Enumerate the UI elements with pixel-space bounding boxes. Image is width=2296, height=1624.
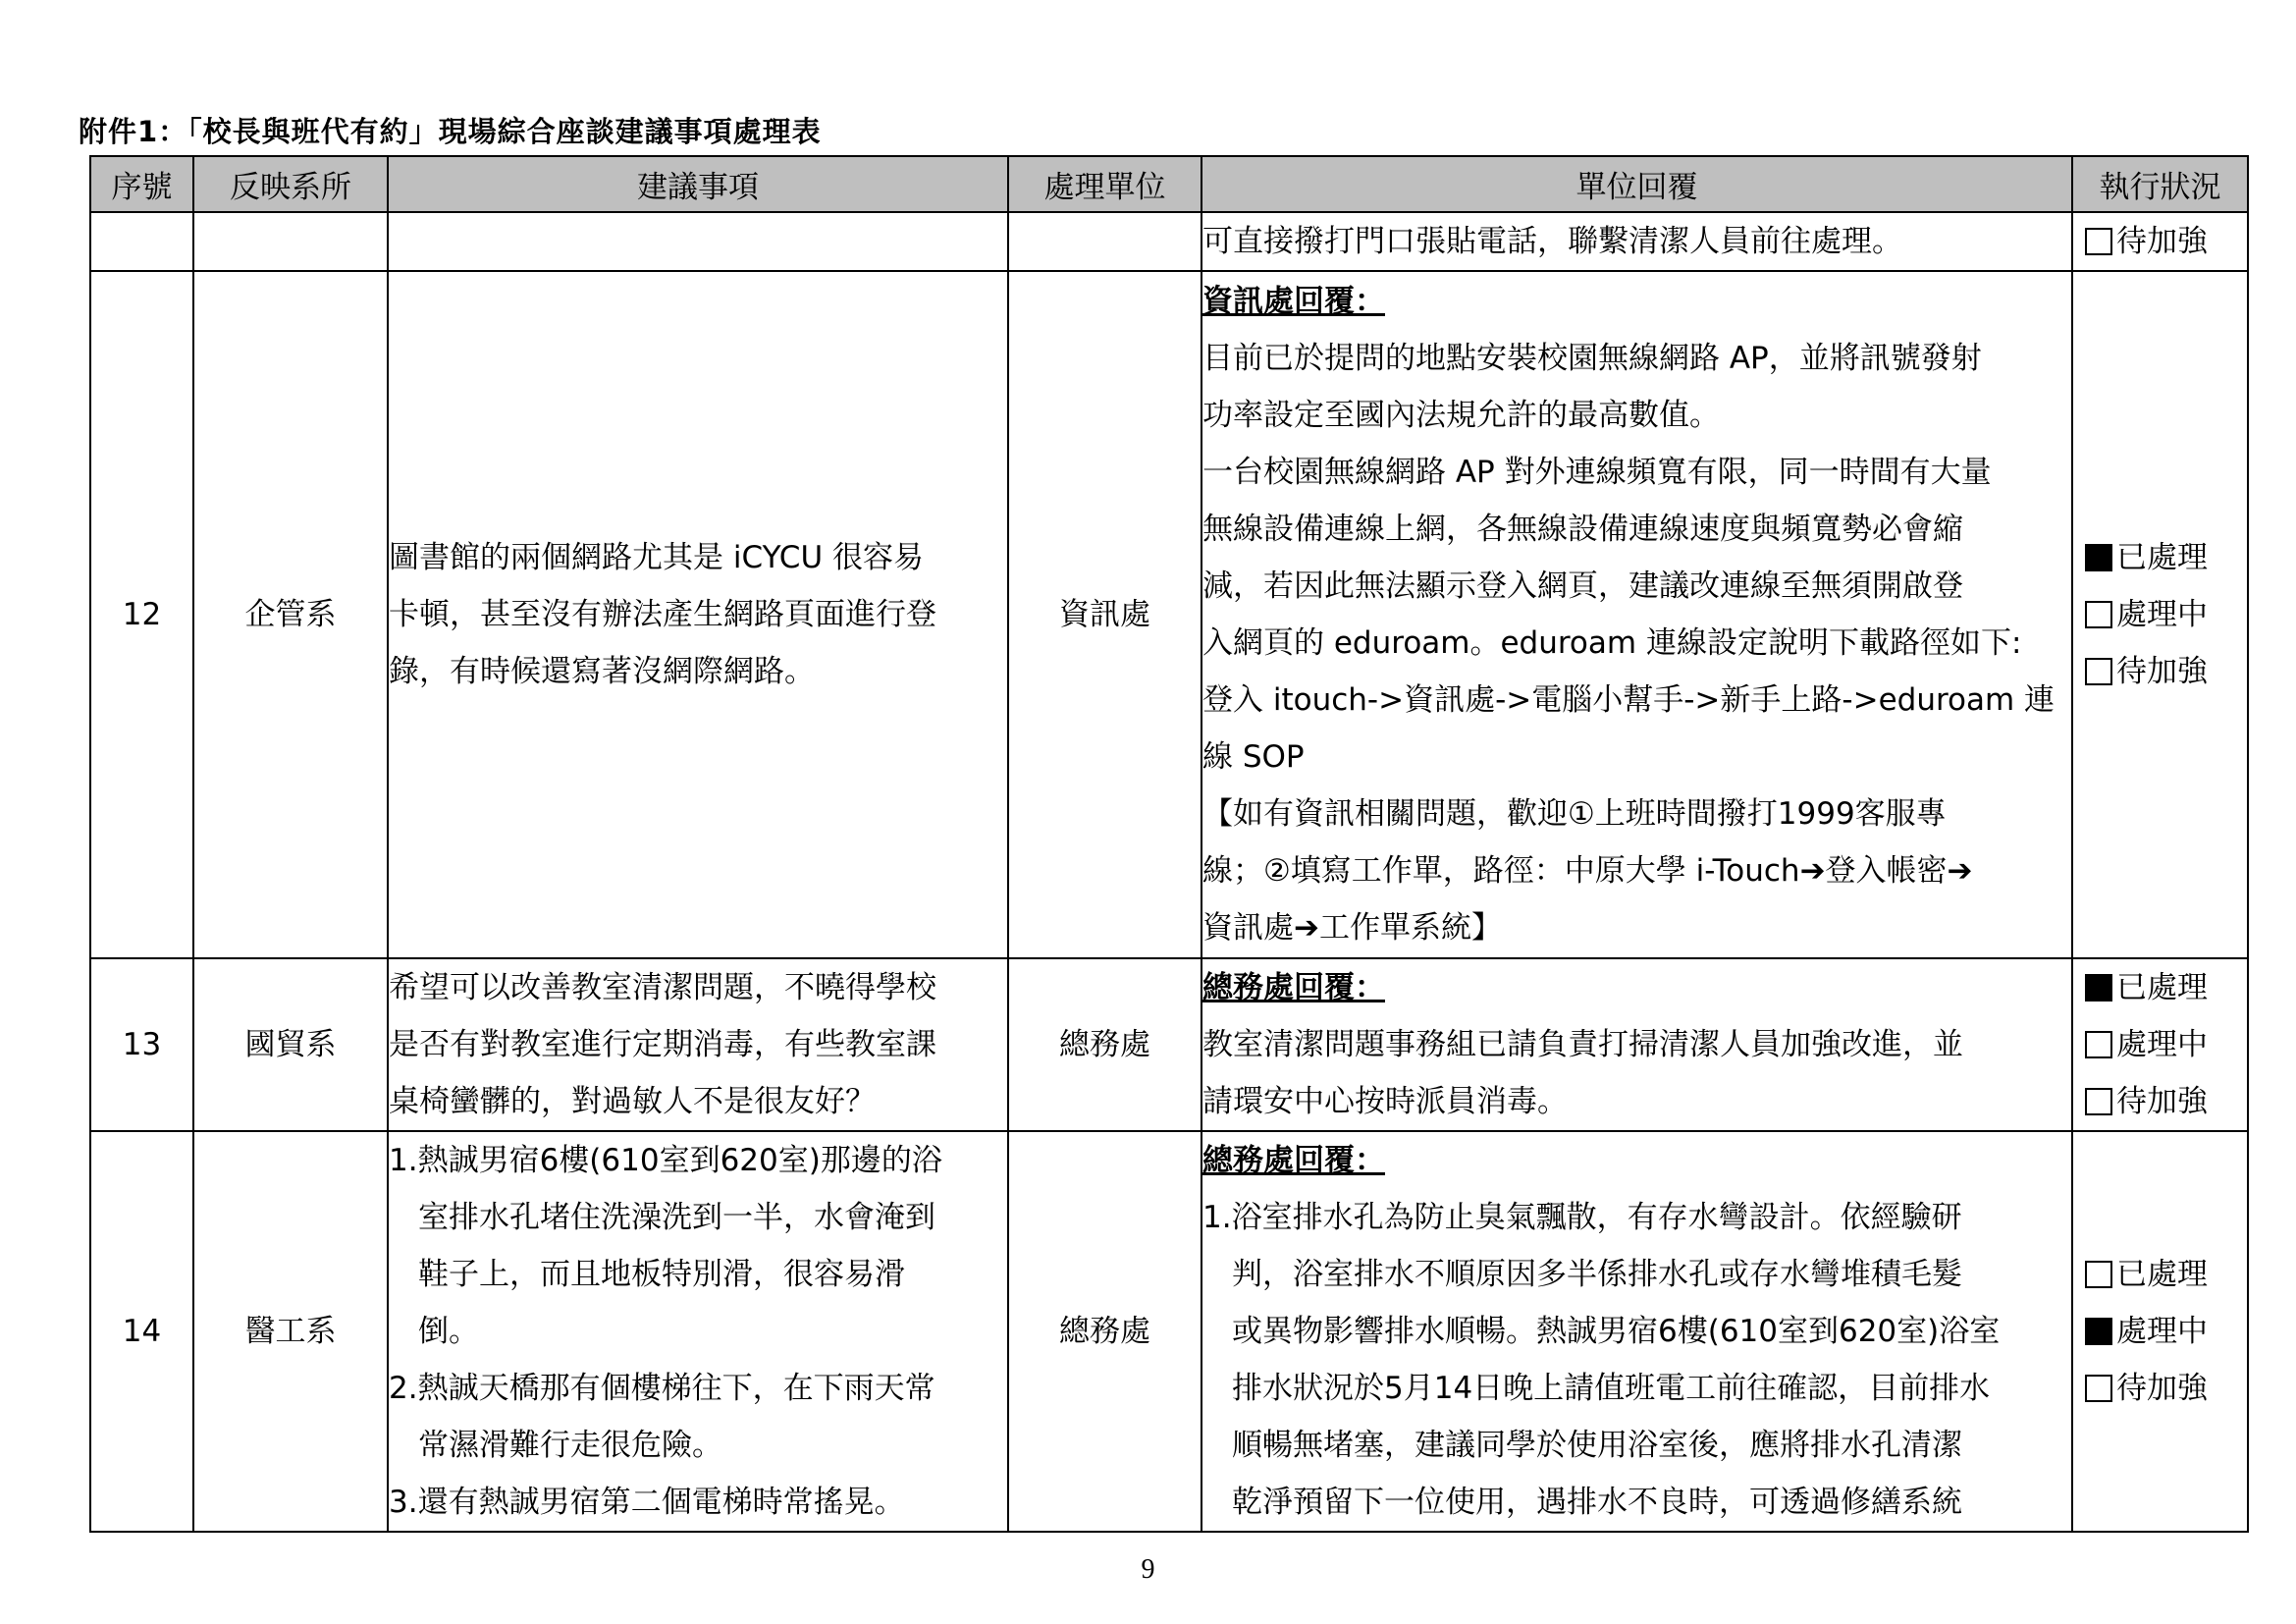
reply-line: 線 SOP: [1202, 739, 1305, 775]
row-unit: 資訊處: [1008, 271, 1201, 958]
reply-line: 無線設備連線上網，各無線設備連線速度與頻寬勢必會縮: [1202, 512, 1963, 547]
status-processing: [2073, 1303, 2247, 1360]
row-dept: 醫工系: [193, 1131, 388, 1532]
reply-line: 資訊處➔工作單系統】: [1202, 910, 1502, 946]
status-label: 已處理: [2116, 540, 2208, 575]
suggestion-line: 卡頓，甚至沒有辦法產生網路頁面進行登: [389, 597, 936, 632]
suggestion-line: 倒。: [418, 1314, 479, 1349]
status-processing: [2073, 1016, 2247, 1073]
row-reply: [1201, 1131, 2072, 1532]
status-label: 待加強: [2116, 654, 2208, 689]
status-label: 處理中: [2116, 597, 2208, 632]
row-dept: 國貿系: [193, 958, 388, 1131]
checkbox-checked-icon: [2085, 974, 2112, 1001]
row-unit: 總務處: [1008, 1131, 1201, 1532]
table-row: [90, 271, 2248, 958]
row-dept: [193, 212, 388, 271]
checkbox-icon: [2085, 1031, 2112, 1058]
reply-line: 1.浴室排水孔為防止臭氣飄散，有存水彎設計。依經驗研: [1202, 1200, 1962, 1235]
suggestion-line: 2.熱誠天橋那有個樓梯往下，在下雨天常: [389, 1371, 935, 1406]
reply-line: 判，浴室排水不順原因多半係排水孔或存水彎堆積毛髮: [1232, 1257, 1962, 1292]
row-reply: [1201, 271, 2072, 958]
row-suggestion: [388, 271, 1008, 958]
status-pending: [2073, 213, 2247, 270]
suggestion-line: 桌椅蠻髒的，對過敏人不是很友好？: [389, 1084, 876, 1119]
reply-line: 【如有資訊相關問題，歡迎①上班時間撥打1999客服專: [1202, 796, 1947, 832]
row-suggestion: [388, 958, 1008, 1131]
reply-line: 入網頁的 eduroam。eduroam 連線設定說明下載路徑如下:: [1202, 625, 2022, 661]
status-pending: [2073, 643, 2247, 700]
suggestion-line: 室排水孔堵住洗澡洗到一半，水會淹到: [418, 1200, 935, 1235]
suggestion-line: 1.熱誠男宿6樓(610室到620室)那邊的浴: [389, 1143, 942, 1178]
row-suggestion: [388, 1131, 1008, 1532]
status-label: 已處理: [2116, 1257, 2208, 1292]
reply-line: 可直接撥打門口張貼電話，聯繫清潔人員前往處理。: [1202, 224, 1902, 259]
checkbox-icon: [2085, 228, 2112, 255]
table-row: [90, 212, 2248, 271]
reply-heading: 資訊處回覆：: [1202, 284, 1385, 319]
row-no: 14: [90, 1131, 193, 1532]
header-status: 執行狀況: [2072, 156, 2248, 212]
row-suggestion: [388, 212, 1008, 271]
header-no: 序號: [90, 156, 193, 212]
row-status: [2072, 212, 2248, 271]
suggestion-line: 錄，有時候還寫著沒網際網路。: [389, 654, 815, 689]
suggestion-line: 鞋子上，而且地板特別滑，很容易滑: [418, 1257, 905, 1292]
row-unit: 總務處: [1008, 958, 1201, 1131]
checkbox-icon: [2085, 658, 2112, 685]
checkbox-checked-icon: [2085, 1318, 2112, 1345]
status-done: [2073, 959, 2247, 1016]
status-label: 待加強: [2116, 224, 2208, 259]
reply-line: 或異物影響排水順暢。熱誠男宿6樓(610室到620室)浴室: [1232, 1314, 2001, 1349]
status-processing: [2073, 586, 2247, 643]
reply-line: 教室清潔問題事務組已請負責打掃清潔人員加強改進，並: [1202, 1027, 1963, 1062]
row-dept: 企管系: [193, 271, 388, 958]
reply-line: 一台校園無線網路 AP 對外連線頻寬有限，同一時間有大量: [1202, 455, 1992, 490]
header-dept: 反映系所: [193, 156, 388, 212]
reply-heading: 總務處回覆：: [1202, 1143, 1385, 1178]
status-pending: [2073, 1073, 2247, 1130]
reply-line: 登入 itouch->資訊處->電腦小幫手->新手上路->eduroam 連: [1202, 682, 2056, 718]
row-no: [90, 212, 193, 271]
reply-line: 順暢無堵塞，建議同學於使用浴室後，應將排水孔清潔: [1232, 1428, 1962, 1463]
reply-line: 請環安中心按時派員消毒。: [1202, 1084, 1568, 1119]
row-status: [2072, 1131, 2248, 1532]
suggestion-table: [89, 155, 2249, 1533]
suggestion-line: 希望可以改善教室清潔問題，不曉得學校: [389, 970, 936, 1005]
table-row: [90, 958, 2248, 1131]
row-status: [2072, 271, 2248, 958]
status-pending: [2073, 1360, 2247, 1417]
page-number: 9: [1141, 1554, 1155, 1585]
reply-line: 目前已於提問的地點安裝校園無線網路 AP，並將訊號發射: [1202, 341, 1982, 376]
row-reply: [1201, 958, 2072, 1131]
row-unit: [1008, 212, 1201, 271]
row-reply: [1201, 212, 2072, 271]
suggestion-line: 3.還有熱誠男宿第二個電梯時常搖晃。: [389, 1485, 905, 1520]
status-label: 處理中: [2116, 1027, 2208, 1062]
row-no: 12: [90, 271, 193, 958]
header-reply: 單位回覆: [1201, 156, 2072, 212]
checkbox-icon: [2085, 1088, 2112, 1115]
status-done: [2073, 1246, 2247, 1303]
suggestion-line: 是否有對教室進行定期消毒，有些教室課: [389, 1027, 936, 1062]
reply-line: 排水狀況於5月14日晚上請值班電工前往確認，目前排水: [1232, 1371, 1991, 1406]
reply-line: 減，若因此無法顯示登入網頁，建議改連線至無須開啟登: [1202, 568, 1963, 604]
checkbox-icon: [2085, 601, 2112, 628]
status-done: [2073, 529, 2247, 586]
row-no: 13: [90, 958, 193, 1131]
table-header-row: [90, 156, 2248, 212]
reply-line: 乾淨預留下一位使用，遇排水不良時，可透過修繕系統: [1232, 1485, 1962, 1520]
status-label: 待加強: [2116, 1371, 2208, 1406]
suggestion-line: 常濕滑難行走很危險。: [418, 1428, 722, 1463]
checkbox-checked-icon: [2085, 544, 2112, 571]
suggestion-line: 圖書館的兩個網路尤其是 iCYCU 很容易: [389, 540, 924, 575]
reply-line: 功率設定至國內法規允許的最高數值。: [1202, 398, 1720, 433]
header-unit: 處理單位: [1008, 156, 1201, 212]
reply-line: 線；②填寫工作單，路徑：中原大學 i-Touch➔登入帳密➔: [1202, 853, 1973, 889]
status-label: 已處理: [2116, 970, 2208, 1005]
header-suggestion: 建議事項: [388, 156, 1008, 212]
table-row: [90, 1131, 2248, 1532]
document-title: 附件1：「校長與班代有約」現場綜合座談建議事項處理表: [79, 115, 822, 148]
checkbox-icon: [2085, 1261, 2112, 1288]
reply-heading: 總務處回覆：: [1202, 970, 1385, 1005]
checkbox-icon: [2085, 1375, 2112, 1402]
status-label: 待加強: [2116, 1084, 2208, 1119]
row-status: [2072, 958, 2248, 1131]
status-label: 處理中: [2116, 1314, 2208, 1349]
